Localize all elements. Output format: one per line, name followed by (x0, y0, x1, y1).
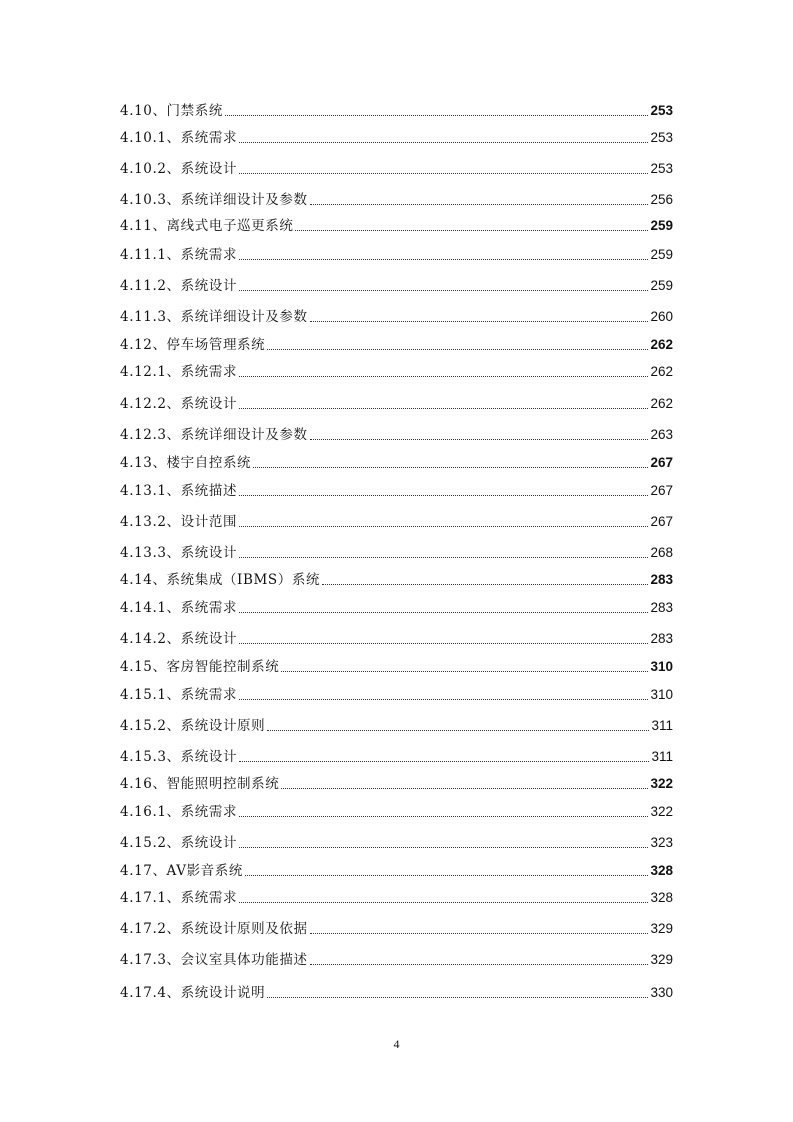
toc-entry-page: 323 (650, 835, 673, 850)
toc-entry-label: 4.13.3、系统设计 (120, 545, 238, 561)
toc-entry-page: 256 (650, 192, 673, 207)
toc-entry-label: 4.15.1、系统需求 (120, 687, 238, 703)
dot-leader (267, 997, 648, 998)
toc-entry[interactable] (120, 213, 673, 235)
toc-entry-label: 4.17、AV影音系统 (120, 863, 243, 879)
dot-leader (281, 788, 648, 789)
toc-entry-page: 260 (650, 309, 673, 324)
toc-entry-label: 4.10.1、系统需求 (120, 130, 238, 146)
toc-entry[interactable] (120, 595, 673, 617)
dot-leader (245, 875, 648, 876)
toc-entry[interactable] (120, 304, 673, 326)
toc-entry[interactable] (120, 885, 673, 907)
page-number: 4 (393, 1037, 400, 1051)
dot-leader (239, 643, 648, 644)
toc-entry-label: 4.12、停车场管理系统 (120, 337, 266, 353)
toc-entry[interactable] (120, 744, 673, 766)
toc-entry-page: 253 (650, 130, 673, 145)
toc-entry[interactable] (120, 391, 673, 413)
toc-entry-label: 4.17.4、系统设计说明 (120, 985, 266, 1001)
dot-leader (239, 902, 648, 903)
toc-entry[interactable] (120, 273, 673, 295)
toc-entry-page: 262 (650, 337, 673, 352)
toc-entry-label: 4.13.1、系统描述 (120, 483, 238, 499)
toc-entry[interactable] (120, 713, 673, 735)
toc-entry-page: 259 (650, 247, 673, 262)
toc-entry-page: 283 (650, 572, 673, 587)
toc-entry-page: 330 (650, 985, 673, 1000)
toc-entry-label: 4.11.3、系统详细设计及参数 (120, 309, 308, 325)
toc-entry-page: 283 (650, 631, 673, 646)
toc-entry-label: 4.16、智能照明控制系统 (120, 776, 280, 792)
toc-entry[interactable] (120, 947, 673, 969)
toc-entry-label: 4.15.2、系统设计原则 (120, 718, 266, 734)
toc-entry-label: 4.15、客房智能控制系统 (120, 659, 280, 675)
toc-entry-page: 328 (650, 863, 673, 878)
toc-entry-label: 4.17.1、系统需求 (120, 890, 238, 906)
toc-entry[interactable] (120, 626, 673, 648)
dot-leader (239, 557, 648, 558)
dot-leader (239, 259, 648, 260)
dot-leader (225, 115, 649, 116)
toc-entry[interactable] (120, 567, 673, 589)
toc-entry-label: 4.15.3、系统设计 (120, 749, 238, 765)
dot-leader (267, 349, 648, 350)
toc-entry-label: 4.17.2、系统设计原则及依据 (120, 921, 308, 937)
toc-entry-page: 310 (650, 687, 673, 702)
toc-entry-page: 322 (650, 776, 673, 791)
toc-entry-page: 259 (650, 218, 673, 233)
dot-leader (239, 612, 648, 613)
dot-leader (239, 699, 648, 700)
dot-leader (267, 730, 649, 731)
toc-entry[interactable] (120, 858, 673, 880)
dot-leader (295, 230, 648, 231)
toc-entry-label: 4.14.1、系统需求 (120, 600, 238, 616)
dot-leader (239, 290, 648, 291)
toc-entry[interactable] (120, 242, 673, 264)
toc-entry-page: 253 (650, 103, 673, 118)
toc-entry-page: 262 (650, 396, 673, 411)
toc-entry-page: 322 (650, 804, 673, 819)
toc-entry-label: 4.11.1、系统需求 (120, 247, 238, 263)
toc-entry-label: 4.16.1、系统需求 (120, 804, 238, 820)
toc-entry[interactable] (120, 509, 673, 531)
toc-entry[interactable] (120, 187, 673, 209)
toc-entry-page: 311 (651, 718, 673, 733)
toc-entry-label: 4.13、楼宇自控系统 (120, 455, 252, 471)
toc-entry-page: 329 (650, 921, 673, 936)
toc-entry[interactable] (120, 422, 673, 444)
toc-entry-label: 4.15.2、系统设计 (120, 835, 238, 851)
toc-entry-page: 311 (651, 749, 673, 764)
dot-leader (239, 816, 648, 817)
toc-entry-page: 329 (650, 952, 673, 967)
dot-leader (281, 671, 648, 672)
dot-leader (239, 173, 648, 174)
table-of-contents (120, 0, 673, 1122)
dot-leader (310, 439, 649, 440)
dot-leader (239, 142, 648, 143)
toc-entry-label: 4.12.2、系统设计 (120, 396, 238, 412)
toc-entry-page: 268 (650, 545, 673, 560)
toc-entry[interactable] (120, 771, 673, 793)
toc-entry[interactable] (120, 540, 673, 562)
toc-entry[interactable] (120, 916, 673, 938)
dot-leader (239, 495, 648, 496)
toc-entry-label: 4.10.2、系统设计 (120, 161, 238, 177)
toc-entry-page: 259 (650, 278, 673, 293)
toc-entry-label: 4.14.2、系统设计 (120, 631, 238, 647)
toc-entry[interactable] (120, 682, 673, 704)
dot-leader (310, 204, 649, 205)
dot-leader (253, 467, 648, 468)
toc-entry-label: 4.10、门禁系统 (120, 103, 223, 119)
toc-entry-label: 4.13.2、设计范围 (120, 514, 238, 530)
toc-entry[interactable] (120, 359, 673, 381)
toc-entry[interactable] (120, 830, 673, 852)
toc-entry-label: 4.12.1、系统需求 (120, 364, 238, 380)
toc-entry[interactable] (120, 125, 673, 147)
toc-entry[interactable] (120, 799, 673, 821)
toc-entry-page: 267 (650, 455, 673, 470)
toc-entry[interactable] (120, 332, 673, 354)
dot-leader (239, 408, 648, 409)
toc-entry[interactable] (120, 654, 673, 676)
toc-entry-label: 4.10.3、系统详细设计及参数 (120, 192, 308, 208)
toc-entry-label: 4.11、离线式电子巡更系统 (120, 218, 294, 234)
toc-entry-page: 253 (650, 161, 673, 176)
toc-entry-label: 4.11.2、系统设计 (120, 278, 238, 294)
dot-leader (239, 847, 648, 848)
toc-entry[interactable] (120, 156, 673, 178)
dot-leader (239, 761, 649, 762)
toc-entry-label: 4.14、系统集成（IBMS）系统 (120, 572, 321, 588)
toc-entry-page: 267 (650, 483, 673, 498)
toc-entry[interactable] (120, 478, 673, 500)
toc-entry-page: 310 (650, 659, 673, 674)
dot-leader (310, 321, 649, 322)
toc-entry-label: 4.17.3、会议室具体功能描述 (120, 952, 308, 968)
toc-entry-page: 283 (650, 600, 673, 615)
toc-entry[interactable] (120, 980, 673, 1002)
toc-entry[interactable] (120, 450, 673, 472)
dot-leader (310, 964, 649, 965)
toc-entry-page: 263 (650, 427, 673, 442)
dot-leader (239, 526, 648, 527)
toc-entry[interactable] (120, 98, 673, 120)
toc-entry-page: 328 (650, 890, 673, 905)
toc-entry-page: 267 (650, 514, 673, 529)
toc-entry-page: 262 (650, 364, 673, 379)
dot-leader (322, 584, 648, 585)
dot-leader (239, 376, 648, 377)
toc-entry-label: 4.12.3、系统详细设计及参数 (120, 427, 308, 443)
dot-leader (310, 933, 649, 934)
